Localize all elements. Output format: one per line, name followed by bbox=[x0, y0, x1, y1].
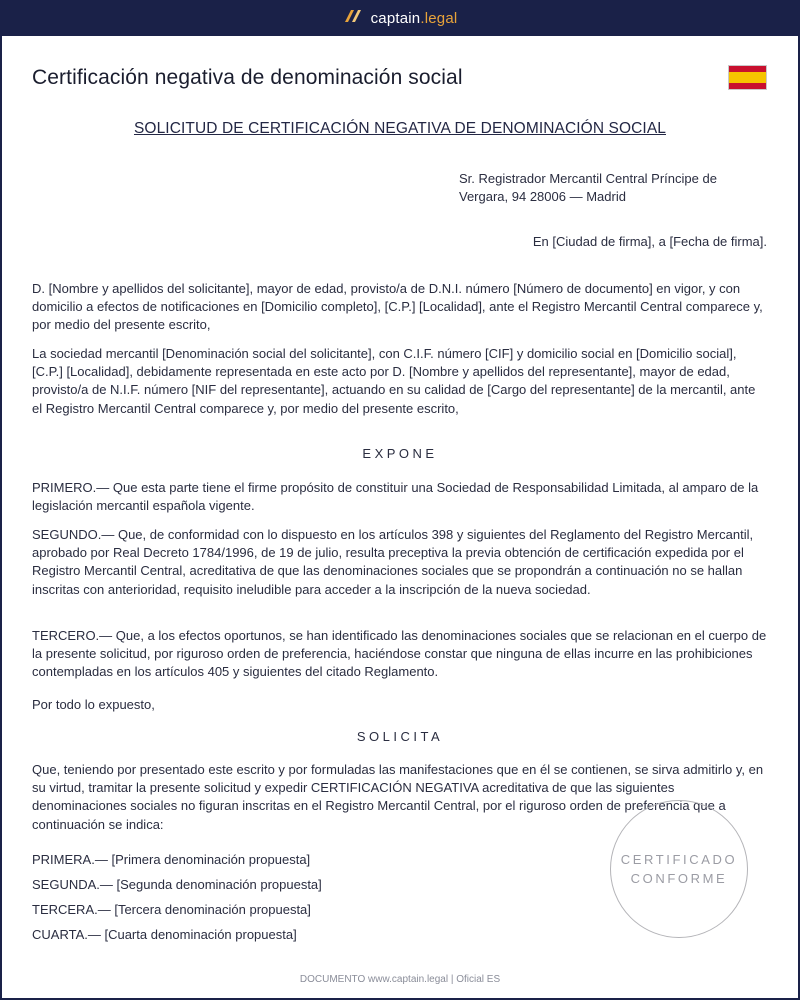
intro-paragraph-solicitante: D. [Nombre y apellidos del solicitante], mayor de edad, provisto/a de D.N.I. número [Número de documento] en vigor, y con domicilio a efectos de notificaciones en [Domicilio completo], [C.P.] [Localidad], ante el Registro Mercantil Central comparece y, por medio del presente escrito, bbox=[32, 281, 763, 333]
por-todo-line: Por todo lo expuesto, bbox=[32, 697, 155, 712]
clause-segundo: SEGUNDO.— Que, de conformidad con lo dispuesto en los artículos 398 y siguientes del Reglamento del Registro Mercantil, aprobado por Real Decreto 1784/1996, de 19 de julio, resulta preceptiva la previa obtención de certificación expedida por el Registro Mercantil Central, acreditativa de que las denominaciones sociales que se propondrán a continuación no se hallan inscritas con anterioridad, requisito ineludible para acceder a la inscripción de la nueva sociedad. bbox=[32, 527, 754, 597]
top-bar bbox=[0, 0, 800, 36]
date-line: En [Ciudad de firma], a [Fecha de firma]. bbox=[532, 234, 767, 249]
section-heading-solicita: SOLICITA bbox=[356, 729, 444, 744]
stamp-line: CONFORME bbox=[630, 871, 728, 886]
double-slash-logo-icon bbox=[343, 8, 363, 29]
intro-paragraph-sociedad: La sociedad mercantil [Denominación social del solicitante], con C.I.F. número [CIF] y domicilio social en [Domicilio social], [C.P.] [Localidad], debidamente representada en este acto por D. [Nombre y apellidos del representante], mayor de edad, provisto/a de N.I.F. número [NIF del representante], actuando en su calidad de [Cargo del representante] de la mercantil, ante el Registro Mercantil Central comparece y, por medio del presente escrito, bbox=[32, 346, 756, 416]
brand-name: captain.legal bbox=[370, 9, 458, 27]
denominacion-item: PRIMERA.— [Primera denominación propuesta] bbox=[32, 852, 311, 867]
clause-primero: PRIMERO.— Que esta parte tiene el firme propósito de constituir una Sociedad de Responsabilidad Limitada, al amparo de la legislación mercantil española vigente. bbox=[32, 480, 759, 514]
page-title: Certificación negativa de denominación social bbox=[32, 66, 463, 89]
section-heading-expone: EXPONE bbox=[362, 446, 438, 461]
denominacion-item: CUARTA.— [Cuarta denominación propuesta] bbox=[32, 927, 297, 942]
denominacion-item: SEGUNDA.— [Segunda denominación propuesta] bbox=[32, 877, 322, 892]
addressee-line: Vergara, 94 28006 — Madrid bbox=[459, 189, 626, 204]
addressee bbox=[459, 170, 759, 206]
brand-tld: .legal bbox=[420, 9, 458, 27]
solicita-paragraph: Que, teniendo por presentado este escrito y por formuladas las manifestaciones que en él se contienen, se sirva admitirlo y, en su virtud, tramitar la presente solicitud y expedir CERTIFICACIÓN NEGATIVA acreditativa de que las siguientes denominaciones sociales no figuran inscritas en el Registro Mercantil Central, por el riguroso orden de preferencia que a continuación se indica: bbox=[32, 762, 764, 832]
spain-flag-icon bbox=[728, 65, 767, 90]
certified-stamp bbox=[610, 800, 748, 938]
document-title: SOLICITUD DE CERTIFICACIÓN NEGATIVA DE DENOMINACIÓN SOCIAL bbox=[133, 120, 666, 137]
addressee-line: Sr. Registrador Mercantil Central Príncipe de bbox=[459, 171, 717, 186]
brand-logo[interactable] bbox=[343, 8, 458, 29]
stamp-line: CERTIFICADO bbox=[620, 852, 738, 867]
footer-text: DOCUMENTO www.captain.legal | Oficial ES bbox=[299, 974, 501, 985]
clause-tercero: TERCERO.— Que, a los efectos oportunos, se han identificado las denominaciones sociales que se relacionan en el cuerpo de la presente solicitud, por riguroso orden de preferencia, haciéndose constar que ninguna de ellas incurre en las prohibiciones contempladas en los artículos 405 y siguientes del citado Reglamento. bbox=[32, 628, 767, 680]
denominacion-item: TERCERA.— [Tercera denominación propuesta] bbox=[32, 902, 311, 917]
